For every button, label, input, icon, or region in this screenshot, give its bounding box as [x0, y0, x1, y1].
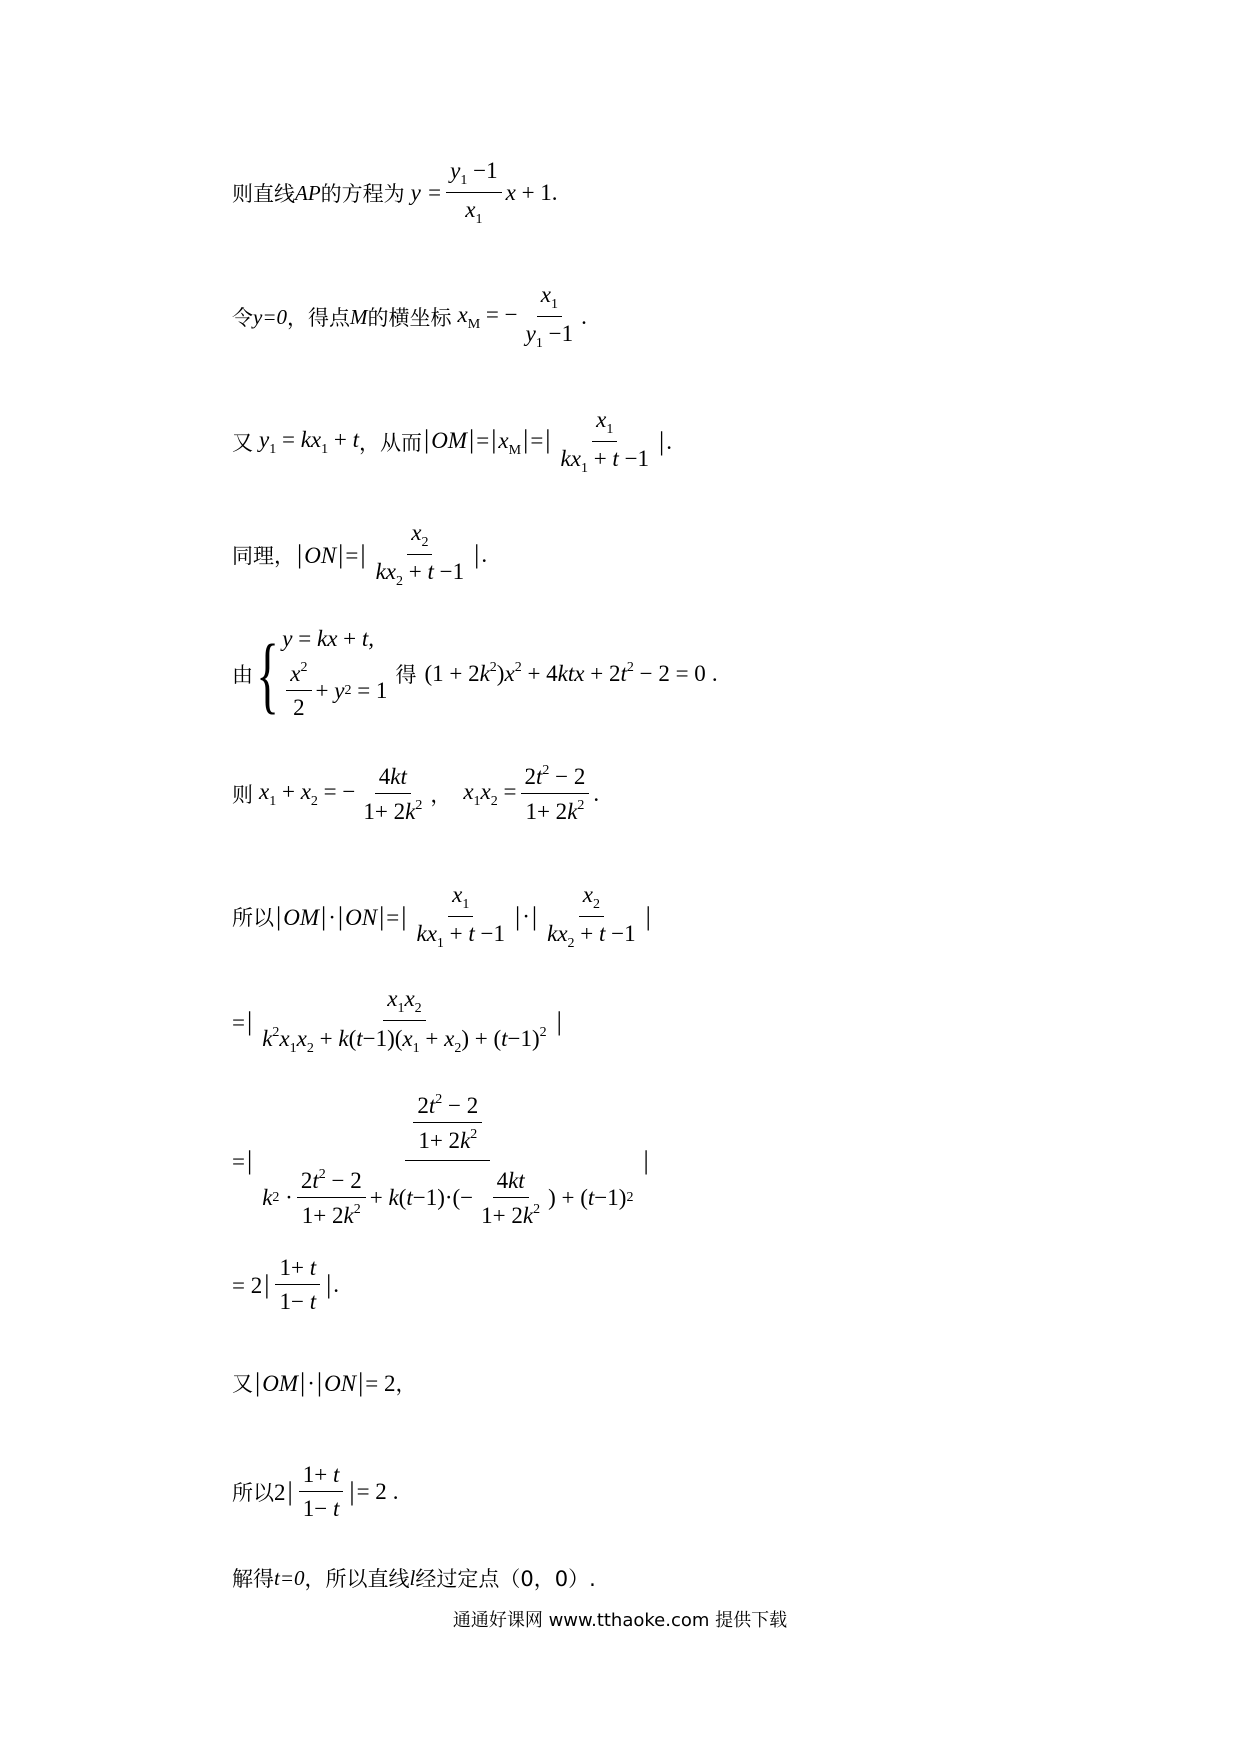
- text: .: [711, 660, 718, 686]
- text: 的方程为: [320, 182, 405, 206]
- formula: $x_1x_2$ =: [463, 778, 517, 809]
- text: t=0: [274, 1565, 305, 1590]
- fraction: $\frac{1+ t}{1- t}$: [299, 1462, 344, 1522]
- line-om: 又 $y_1 = kx_1 + t$ ，从而 $|OM|=|x_M|=|$ $\frac{x_1}{kx_1 + t -1}$ | .: [232, 407, 673, 476]
- text: 经过定点（0，0）.: [415, 1567, 596, 1591]
- text: 所以: [232, 1481, 274, 1505]
- line-conclusion: [232, 1563, 596, 1593]
- brace: {: [256, 625, 279, 722]
- formula: $y_1 = kx_1 + t$: [259, 426, 359, 457]
- line-equation: 所以 2| $\frac{1+ t}{1- t}$ | = 2 .: [232, 1462, 399, 1521]
- fraction: $\frac{x_1}{kx_1 + t -1}$: [416, 882, 506, 951]
- text: ，: [430, 783, 452, 807]
- formula: = 2|: [232, 1270, 270, 1299]
- text: 由: [232, 662, 253, 687]
- text: .: [333, 1272, 340, 1297]
- fraction: $\frac{2t^2 - 2}{1+ 2k^2}$ k 2 · $\frac{2t^2 - 2}{1+ 2k^2}$ + k ( t −1)·(− $\frac{4kt}{1+ 2k^2}$ ) + ( t −1) 2: [262, 1092, 634, 1228]
- fraction: $\frac{x_2}{kx_2 + t -1}$: [375, 520, 465, 589]
- line-simplified: = 2| $\frac{1+ t}{1- t}$ | .: [232, 1255, 340, 1314]
- fraction: $\frac{y_1 -1}{x_1}$: [446, 158, 501, 228]
- text: y=0: [253, 304, 287, 329]
- line-expand: =| $\frac{x_1x_2}{k^2x_1x_2 + k(t-1)(x_1 + x_2) + (t-1)^2}$ |: [232, 986, 562, 1056]
- line-system: [232, 626, 718, 721]
- text: 得: [395, 662, 417, 687]
- fraction: $\frac{x_2}{kx_2 + t -1}$: [547, 882, 636, 951]
- fraction: $\frac{x_1x_2}{k^2x_1x_2 + k(t-1)(x_1 + x_2) + (t-1)^2}$: [262, 986, 547, 1056]
- footer-watermark: 通通好课网 www.tthaoke.com 提供下载: [452, 1610, 788, 1631]
- formula: $x_M$ = −: [457, 301, 518, 332]
- formula: y =: [410, 180, 443, 205]
- fraction: $\frac{x_1}{kx_1 + t -1}$: [560, 407, 650, 476]
- formula: =|: [232, 1145, 253, 1175]
- line-ap-equation: [232, 158, 558, 228]
- text: .: [581, 304, 587, 329]
- text: 则: [232, 783, 253, 807]
- formula: $(1 + 2k^2)x^2 + 4ktx + 2t^2 - 2 = 0$: [424, 660, 706, 686]
- text: 解得: [232, 1567, 274, 1591]
- text: 令: [232, 306, 253, 330]
- text: 又: [232, 431, 253, 455]
- line-substitute: =| $\frac{2t^2 - 2}{1+ 2k^2}$ k 2 · $\frac{2t^2 - 2}{1+ 2k^2}$ + k ( t −1)·(− $\frac{4kt}{1+ 2k^2}$ ) + ( t −1) 2 |: [232, 1092, 649, 1228]
- fraction: $\frac{4kt}{1+ 2k^2}$: [363, 763, 423, 824]
- text: ，: [395, 1372, 417, 1396]
- text: AP: [295, 180, 321, 205]
- text: 的横坐标: [367, 306, 452, 330]
- formula: 2|: [274, 1477, 293, 1506]
- formula: =|: [232, 1006, 253, 1036]
- text: ，所以直线: [304, 1567, 410, 1591]
- line-product: 所以 |OM|·|ON|=| $\frac{x_1}{kx_1 + t -1}$ | · | $\frac{x_2}{kx_2 + t -1}$ |: [232, 882, 651, 951]
- text: ，得点: [287, 306, 350, 330]
- equation-system: y = kx + t, $\frac{x^2}{2}$ + y 2 = 1: [282, 626, 388, 720]
- text: 则直线: [232, 182, 295, 206]
- text: .: [593, 781, 600, 806]
- fraction: $\frac{1+ t}{1- t}$: [275, 1255, 320, 1315]
- fraction: $\frac{x_1}{y_1 -1}$: [525, 282, 574, 351]
- line-given: [232, 1368, 417, 1398]
- text: .: [666, 429, 673, 454]
- formula: $x_1 + x_2$ = −: [259, 778, 356, 809]
- text: .: [481, 542, 488, 567]
- formula: |OM|·|ON|= 2: [255, 1368, 396, 1397]
- text: l: [409, 1565, 416, 1590]
- line-vieta: [232, 763, 599, 825]
- text: 所以: [232, 906, 274, 930]
- formula: |ON|=|: [297, 540, 366, 569]
- text: 同理，: [232, 544, 295, 568]
- formula: |OM|·|ON|=|: [276, 902, 407, 931]
- text: ，从而: [359, 431, 422, 455]
- text: 又: [232, 1372, 253, 1396]
- formula: = 2: [356, 1479, 387, 1504]
- fraction: $\frac{2t^2 - 2}{1+ 2k^2}$: [521, 763, 590, 825]
- line-on: 同理， |ON|=| $\frac{x_2}{kx_2 + t -1}$ | .: [232, 520, 488, 589]
- line-xm: [232, 282, 587, 352]
- formula: x + 1: [505, 180, 552, 205]
- text: .: [392, 1479, 399, 1504]
- text: .: [551, 180, 558, 205]
- formula: $|OM|=|x_M|=|$: [424, 425, 551, 458]
- text: M: [350, 304, 368, 329]
